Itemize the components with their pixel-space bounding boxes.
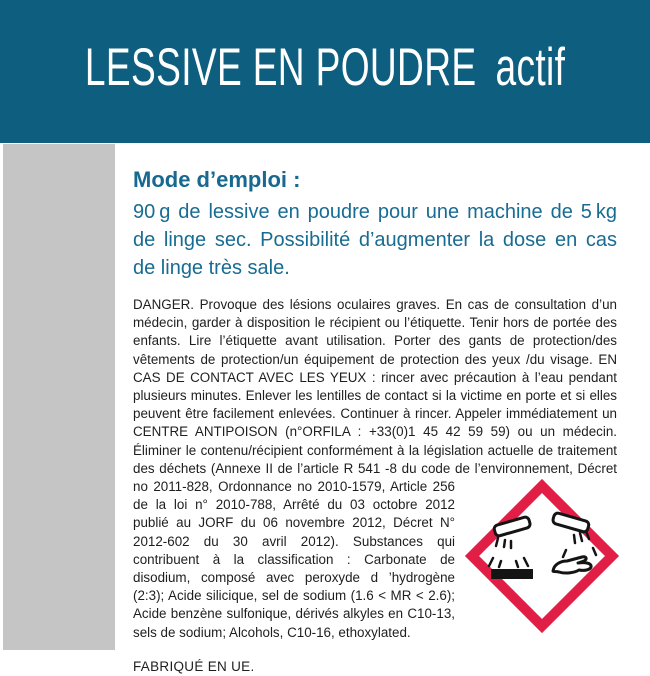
corroded-surface [491, 569, 533, 579]
usage-heading: Mode d’emploi : [133, 167, 301, 192]
pictogram-diamond [472, 486, 612, 626]
made-in-note: FABRIQUÉ EN UE. [133, 658, 255, 674]
product-title-main: LESSIVE EN POUDRE [84, 38, 477, 97]
product-title-variant: actif [495, 38, 566, 97]
usage-instructions: 90 g de lessive en poudre pour une machine de 5 kg de linge sec. Possibilité d’augmenter la dose en cas de linge très sale. [133, 201, 617, 279]
hazard-statement [133, 296, 617, 642]
header-band [0, 0, 650, 143]
package-side-panel [3, 144, 115, 650]
hazard-text-part1: DANGER. Provoque des lésions oculaires graves. En cas de consultation d’un médecin, garder à disposition le récipient ou l’étiquette. Tenir hors de portée des enfants. Lire l’étiquette avant utilisation. Porter des gants de protection/des vêtements de protection/un équipement de protection des yeux /du visage. EN CAS DE CONTACT AVEC LES YEUX : rincer avec précaution à l’eau pendant plusieurs minutes. Enlever les lentilles de contact si la victime en porte et si elles peuvent être facilement enlevées. Continuer à rincer. Appeler immédiatement un CENTRE ANTIPOISON (n°ORFILA : +33(0)1 45 42 59 59) ou un médecin. Éliminer le contenu/récipient conformément à la législation actuelle de traitement des déchets (Annexe II de l’article R 541 -8 du code de l’environnement, Décret no 2011-828, Ordonnance no 2010-1579, Article [133, 297, 617, 495]
product-title [85, 37, 565, 98]
ghs05-corrosive-pictogram-icon [467, 480, 617, 632]
hazard-text-part2: 256 de la loi n° 2010-788, Arrêté du 03 octobre 2012 publié au JORF du 06 novembre 2012, Décret N° 2012-602 du 30 avril 2012). Substances qui contribuent à la classification : Carbonate de disodium, composé avec peroxyde d ’hydrogène (2:3); Acide silicique, sel de sodium (1.6 < MR < 2.6); Acide benzène sulfonique, dérivés alkyles en C10-13, sels de sodium; Alcohols, C10-16, ethoxylated. [133, 479, 455, 640]
label-content [133, 167, 617, 676]
